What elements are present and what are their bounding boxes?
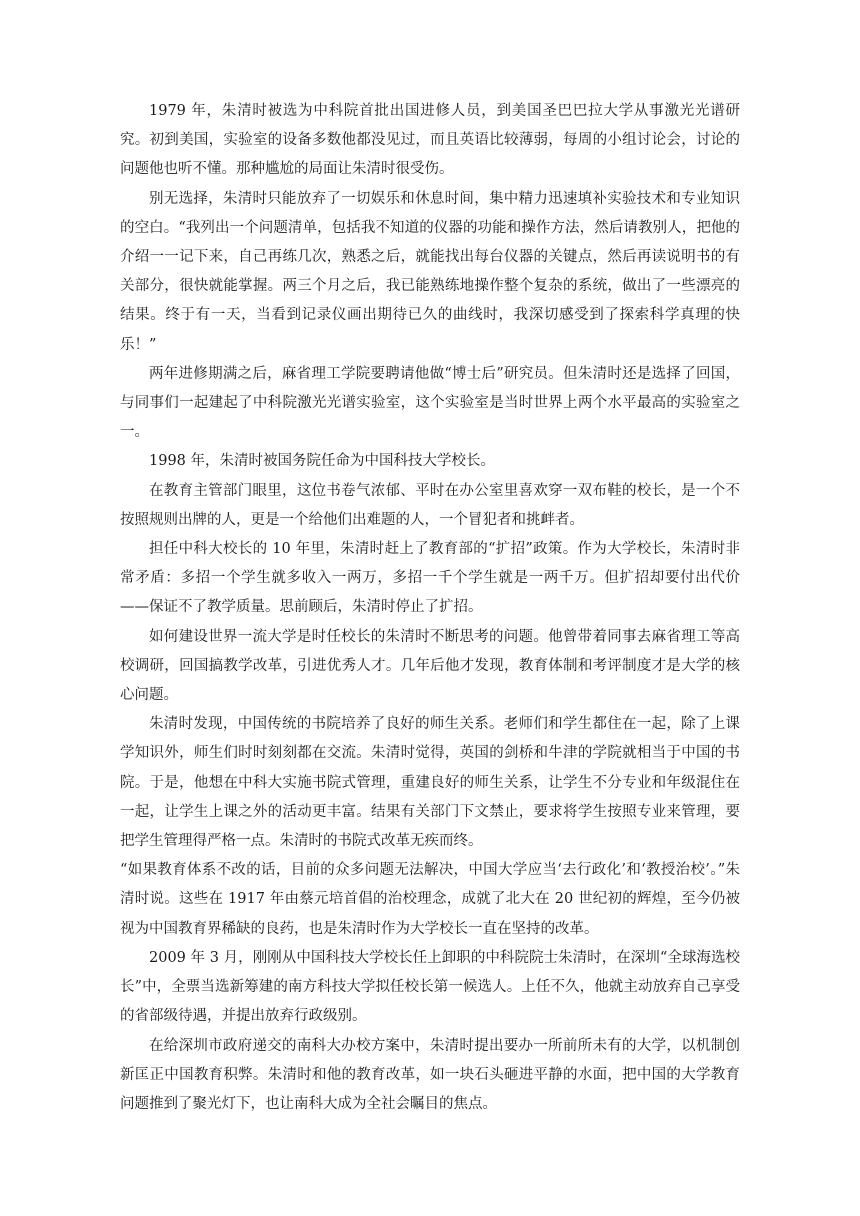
paragraph-11: 在给深圳市政府递交的南科大办校方案中，朱清时提出要办一所前所未有的大学，以机制创新匡正中国教育积弊。朱清时和他的教育改革，如一块石头砸进平静的水面，把中国的大学教育问题推到了聚光灯下，也让南科大成为全社会瞩目的焦点。	[120, 1037, 740, 1112]
paragraph-6: 担任中科大校长的 10 年里，朱清时赶上了教育部的“扩招”政策。作为大学校长，朱清时非常矛盾：多招一个学生就多收入一两万，多招一千个学生就是一两千万。但扩招却要付出代价——保证不了教学质量。思前顾后，朱清时停止了扩招。	[120, 541, 740, 616]
paragraph-8: 朱清时发现，中国传统的书院培养了良好的师生关系。老师们和学生都住在一起，除了上课学知识外，师生们时时刻刻都在交流。朱清时觉得，英国的剑桥和牛津的学院就相当于中国的书院。于是，他想在中科大实施书院式管理，重建良好的师生关系，让学生不分专业和年级混住在一起，让学生上课之外的活动更丰富。结果有关部门下文禁止，要求将学生按照专业来管理，要把学生管理得严格一点。朱清时的书院式改革无疾而终。	[120, 716, 740, 850]
paragraph-3: 两年进修期满之后，麻省理工学院要聘请他做“博士后”研究员。但朱清时还是选择了回国，与同事们一起建起了中科院激光光谱实验室，这个实验室是当时世界上两个水平最高的实验室之一。	[120, 365, 740, 441]
paragraph-7: 如何建设世界一流大学是时任校长的朱清时不断思考的问题。他曾带着同事去麻省理工等高校调研，回国搞教学改革，引进优秀人才。几年后他才发现，教育体制和考评制度才是大学的核心问题。	[120, 628, 740, 704]
paragraph-1: 1979 年，朱清时被选为中科院首批出国进修人员，到美国圣巴巴拉大学从事激光光谱研究。初到美国，实验室的设备多数他都没见过，而且英语比较薄弱，每周的小组讨论会，讨论的问题他也听不懂。那种尴尬的局面让朱清时很受伤。	[120, 103, 740, 178]
paragraph-2: 别无选择，朱清时只能放弃了一切娱乐和休息时间，集中精力迅速填补实验技术和专业知识的空白。“我列出一个问题清单，包括我不知道的仪器的功能和操作方法，然后请教别人，把他的介绍一一记下来，自己再练几次，熟悉之后，就能找出每台仪器的关键点，然后再读说明书的有关部分，很快就能掌握。两三个月之后，我已能熟练地操作整个复杂的系统，做出了一些漂亮的结果。终于有一天，当看到记录仪画出期待已久的曲线时，我深切感受到了探索科学真理的快乐！”	[120, 190, 740, 353]
paragraph-4: 1998 年，朱清时被国务院任命为中国科技大学校长。	[149, 453, 496, 470]
paragraph-5: 在教育主管部门眼里，这位书卷气浓郁、平时在办公室里喜欢穿一双布鞋的校长，是一个不按照规则出牌的人，更是一个给他们出难题的人，一个冒犯者和挑衅者。	[120, 482, 740, 528]
document-page	[120, 97, 740, 1119]
paragraph-9: “如果教育体系不改的话，目前的众多问题无法解决，中国大学应当‘去行政化’和‘教授治校’。”朱清时说。这些在 1917 年由蔡元培首倡的治校理念，成就了北大在 20 世纪初的辉煌，至今仍被视为中国教育界稀缺的良药，也是朱清时作为大学校长一直在坚持的改革。	[120, 862, 740, 937]
paragraph-10: 2009 年 3 月，刚刚从中国科技大学校长任上卸职的中科院院士朱清时，在深圳“全球海选校长”中，全票当选新筹建的南方科技大学拟任校长第一候选人。上任不久，他就主动放弃自己享受的省部级待遇，并提出放弃行政级别。	[120, 949, 740, 1025]
